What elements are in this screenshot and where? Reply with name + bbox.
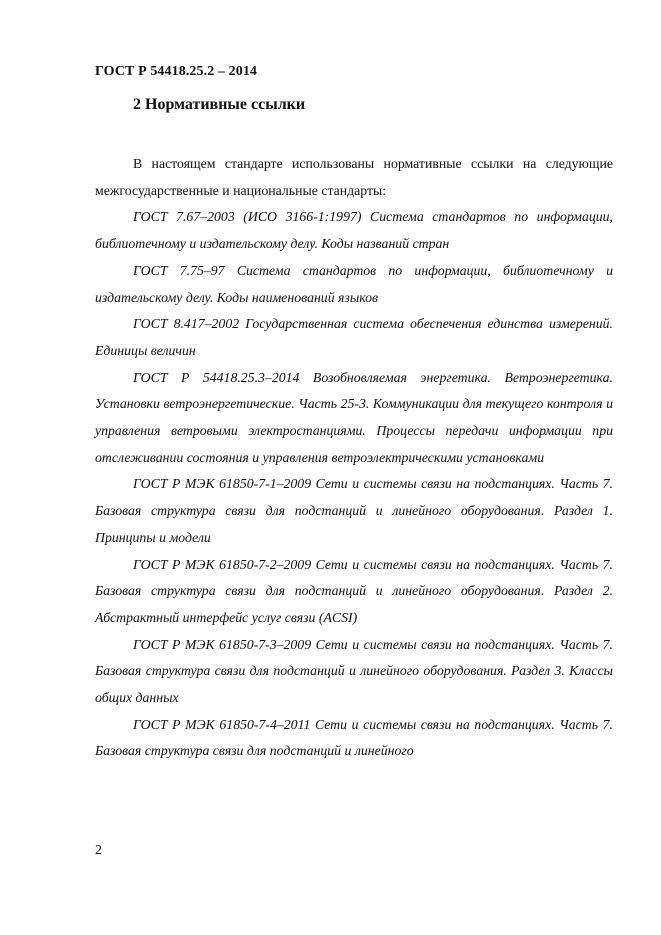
section-title: 2 Нормативные ссылки — [133, 96, 306, 113]
reference-item: ГОСТ Р 54418.25.3–2014 Возобновляемая энергетика. Ветроэнергетика. Установки ветроэнергетические. Часть 25-3. Коммуникации для текущего контроля и управления ветровыми электростанциями. Процессы передачи информации при отслеживании состояния и управления ветроэлектрическими установками — [95, 369, 613, 465]
document-body — [95, 151, 613, 765]
reference-item: ГОСТ Р МЭК 61850-7-3–2009 Сети и системы связи на подстанциях. Часть 7. Базовая структура связи для подстанций и линейного оборудования. Раздел 3. Классы общих данных — [95, 636, 613, 706]
reference-item: ГОСТ 8.417–2002 Государственная система обеспечения единства измерений. Единицы величин — [95, 316, 613, 358]
intro-paragraph: В настоящем стандарте использованы нормативные ссылки на следующие межгосударственные и национальные стандарты: — [95, 156, 613, 198]
page-number: 2 — [95, 843, 102, 858]
reference-item: ГОСТ Р МЭК 61850-7-4–2011 Сети и системы связи на подстанциях. Часть 7. Базовая структура связи для подстанций и линейного — [95, 716, 613, 759]
reference-item: ГОСТ Р МЭК 61850-7-2–2009 Сети и системы связи на подстанциях. Часть 7. Базовая структура связи для подстанций и линейного оборудования. Раздел 2. Абстрактный интерфейс услуг связи (ACSI) — [95, 556, 613, 625]
reference-item: ГОСТ Р МЭК 61850-7-1–2009 Сети и системы связи на подстанциях. Часть 7. Базовая структура связи для подстанций и линейного оборудования. Раздел 1. Принципы и модели — [95, 476, 613, 545]
reference-item: ГОСТ 7.75–97 Система стандартов по информации, библиотечному и издательскому делу. Коды наименований языков — [95, 262, 613, 305]
document-header: ГОСТ Р 54418.25.2 – 2014 — [95, 64, 258, 79]
reference-item: ГОСТ 7.67–2003 (ИСО 3166-1:1997) Система стандартов по информации, библиотечному и издательскому делу. Коды названий стран — [95, 209, 613, 252]
